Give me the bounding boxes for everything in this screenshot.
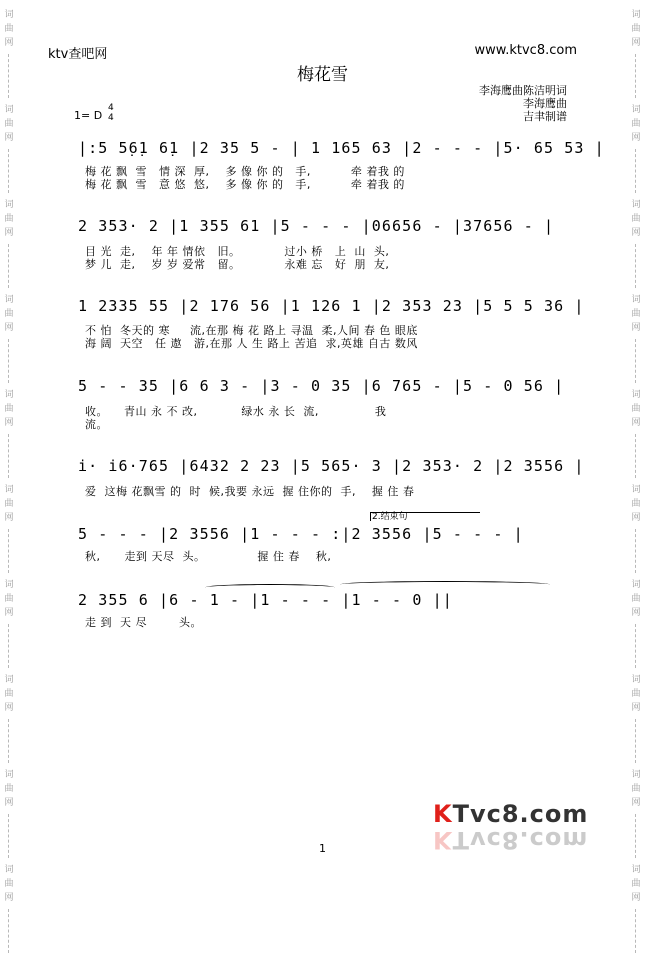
site-url-right: www.ktvc8.com	[474, 43, 577, 58]
margin-watermark-char: 曲	[631, 594, 641, 604]
margin-watermark-char: 网	[631, 703, 641, 713]
margin-watermark-char: 网	[4, 418, 14, 428]
margin-watermark-char: 曲	[631, 404, 641, 414]
time-signature-top: 4	[108, 103, 114, 113]
tie-arc	[205, 584, 335, 591]
margin-watermark-char: 曲	[631, 24, 641, 34]
lyric-line: 秋, 走到 天尽 头。 握 住 春 秋,	[85, 550, 332, 563]
margin-watermark-char: 词	[631, 580, 641, 590]
margin-watermark-char: 词	[4, 105, 14, 115]
site-name-left: ktv查吧网	[48, 47, 108, 62]
margin-watermark-char: 词	[631, 485, 641, 495]
margin-watermark-char: 网	[4, 38, 14, 48]
margin-dash	[635, 244, 637, 288]
margin-watermark-char: 网	[631, 228, 641, 238]
margin-watermark-char: 网	[4, 133, 14, 143]
margin-watermark-char: 词	[631, 865, 641, 875]
lyric-line: 不 怕 冬天的 寒 流,在那 梅 花 路上 寻温 柔,人间 春 色 眼底	[85, 324, 418, 337]
credit-composer-lyricist: 李海鹰曲陈洁明词	[479, 84, 567, 97]
notation-line: 1 2335 55 |2 176 56 |1 126 1 |2 353 23 |5 5 5 36 |	[78, 297, 585, 315]
notation-line: 2 353· 2 |1 355 61 |5 - - - |06656 - |37656 - |	[78, 217, 555, 235]
lyric-line: 梅 花 飘 雪 情 深 厚, 多 像 你 的 手, 牵 着我 的	[85, 165, 405, 178]
margin-watermark-char: 词	[631, 770, 641, 780]
margin-watermark-char: 词	[631, 295, 641, 305]
margin-watermark-char: 曲	[4, 879, 14, 889]
margin-watermark-char: 词	[4, 865, 14, 875]
notation-line: 2 355 6 |6 - 1 - |1 - - - |1 - - 0 ||	[78, 591, 453, 609]
tie-arc	[340, 581, 550, 588]
lyric-line: 目 光 走, 年 年 情依 旧。 过小 桥 上 山 头,	[85, 245, 390, 258]
margin-watermark-char: 网	[631, 133, 641, 143]
margin-dash	[8, 339, 10, 383]
margin-dash	[8, 909, 10, 953]
margin-watermark-char: 词	[631, 10, 641, 20]
margin-dash	[8, 434, 10, 478]
lyric-line: 走 到 天 尽 头。	[85, 616, 202, 629]
key-signature: 1= D	[74, 109, 103, 122]
margin-dash	[635, 909, 637, 953]
time-signature-bottom: 4	[108, 113, 114, 123]
margin-dash	[635, 624, 637, 668]
credit-transcriber: 吉聿制谱	[523, 110, 567, 123]
margin-watermark-char: 词	[631, 390, 641, 400]
margin-dash	[8, 624, 10, 668]
margin-watermark-char: 曲	[631, 499, 641, 509]
logo-text: KTvc8.com	[433, 800, 589, 828]
margin-watermark-char: 网	[631, 798, 641, 808]
margin-watermark-char: 词	[4, 295, 14, 305]
margin-watermark-char: 词	[4, 485, 14, 495]
margin-watermark-char: 曲	[4, 214, 14, 224]
margin-watermark-char: 曲	[631, 214, 641, 224]
margin-watermark-char: 网	[631, 513, 641, 523]
margin-watermark-char: 网	[631, 323, 641, 333]
margin-dash	[635, 529, 637, 573]
margin-watermark-char: 网	[631, 608, 641, 618]
margin-watermark-char: 曲	[4, 309, 14, 319]
notation-line: 5 - - 35 |6 6 3 - |3 - 0 35 |6 765 - |5 - 0 56 |	[78, 377, 565, 395]
margin-watermark-char: 网	[631, 893, 641, 903]
margin-watermark-char: 曲	[4, 404, 14, 414]
margin-dash	[635, 434, 637, 478]
margin-watermark-char: 词	[4, 200, 14, 210]
left-margin-watermark	[2, 0, 16, 903]
lyric-line: 梦 儿 走, 岁 岁 爱常 留。 永难 忘 好 朋 友,	[85, 258, 390, 271]
volta-bracket-tick	[370, 512, 371, 521]
lyric-line: 梅 花 飘 雪 意 悠 悠, 多 像 你 的 手, 牵 着我 的	[85, 178, 405, 191]
site-logo	[433, 800, 593, 860]
notation-line: |:5 5̣6̣1 6̣1 |2 35 5 - | 1 165 63 |2 - - - |5· 65 53 |	[78, 139, 605, 157]
margin-watermark-char: 曲	[631, 784, 641, 794]
notation-line: i· i6·765 |6432 2 23 |5 565· 3 |2 353· 2 |2 3556 |	[78, 457, 585, 475]
lyric-line: 海 阔 天空 任 遨 游,在那 人 生 路上 苦追 求,英雄 自古 数风	[85, 337, 418, 350]
margin-watermark-char: 词	[4, 770, 14, 780]
margin-watermark-char: 曲	[631, 689, 641, 699]
margin-watermark-char: 网	[631, 418, 641, 428]
margin-dash	[8, 719, 10, 763]
margin-watermark-char: 曲	[4, 689, 14, 699]
margin-watermark-char: 曲	[4, 499, 14, 509]
credit-composer: 李海鹰曲	[523, 97, 567, 110]
margin-watermark-char: 曲	[4, 119, 14, 129]
margin-watermark-char: 词	[4, 390, 14, 400]
margin-watermark-char: 曲	[4, 24, 14, 34]
margin-watermark-char: 曲	[4, 594, 14, 604]
margin-watermark-char: 网	[4, 798, 14, 808]
margin-watermark-char: 网	[4, 703, 14, 713]
lyric-line: 流。	[85, 418, 108, 431]
margin-watermark-char: 网	[631, 38, 641, 48]
margin-watermark-char: 网	[4, 323, 14, 333]
lyric-line: 爱 这梅 花飘雪 的 时 候,我要 永远 握 住你的 手, 握 住 春	[85, 485, 415, 498]
margin-dash	[635, 339, 637, 383]
margin-dash	[635, 149, 637, 193]
margin-watermark-char: 词	[4, 580, 14, 590]
margin-watermark-char: 词	[631, 105, 641, 115]
margin-watermark-char: 网	[4, 513, 14, 523]
margin-watermark-char: 词	[631, 675, 641, 685]
margin-watermark-char: 曲	[631, 879, 641, 889]
margin-dash	[8, 529, 10, 573]
margin-watermark-char: 曲	[631, 119, 641, 129]
page-number: 1	[319, 842, 326, 855]
margin-watermark-char: 词	[631, 200, 641, 210]
lyric-line: 收。 青山 永 不 改, 绿水 永 长 流, 我	[85, 405, 387, 418]
logo-reflection: KTvc8.com	[433, 826, 589, 854]
margin-watermark-char: 网	[4, 893, 14, 903]
margin-watermark-char: 词	[4, 675, 14, 685]
margin-watermark-char: 曲	[4, 784, 14, 794]
margin-dash	[8, 244, 10, 288]
volta-label: 2.结束句	[372, 512, 408, 522]
margin-watermark-char: 曲	[631, 309, 641, 319]
margin-watermark-char: 网	[4, 608, 14, 618]
notation-line: 5 - - - |2 3556 |1 - - - :|2 3556 |5 - - - |	[78, 525, 524, 543]
margin-watermark-char: 词	[4, 10, 14, 20]
page-title: 梅花雪	[297, 65, 348, 85]
margin-dash	[635, 719, 637, 763]
margin-dash	[8, 149, 10, 193]
margin-watermark-char: 网	[4, 228, 14, 238]
right-margin-watermark	[629, 0, 643, 903]
